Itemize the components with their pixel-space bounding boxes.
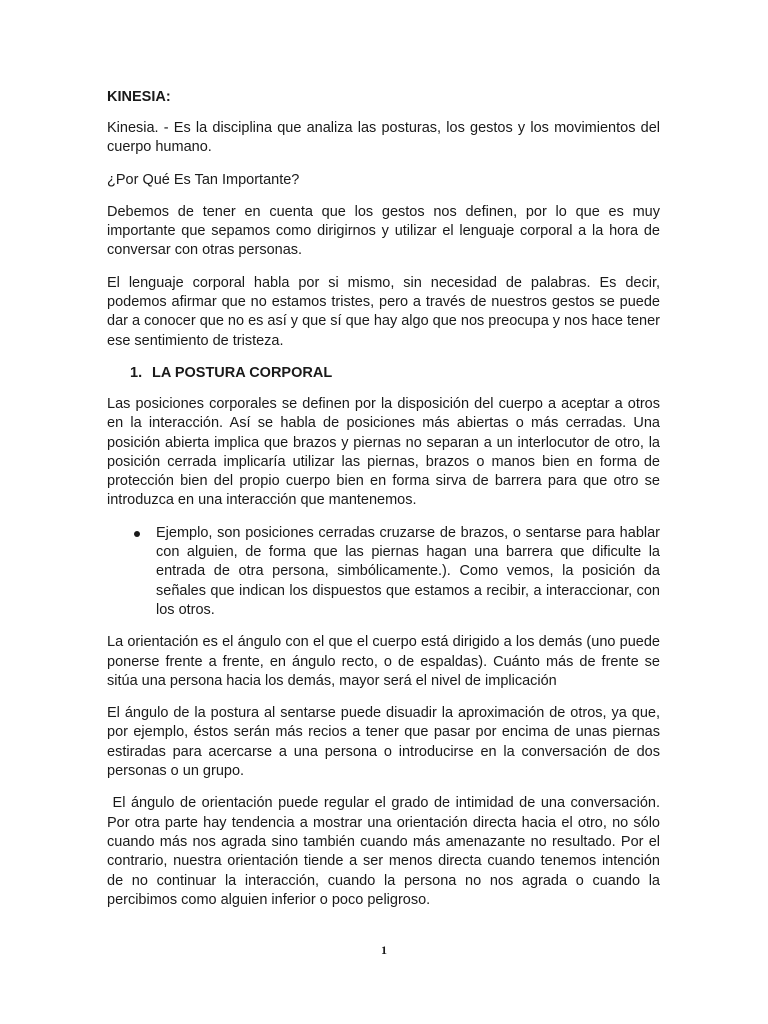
section-title	[107, 364, 660, 383]
document-heading: KINESIA:	[107, 89, 171, 105]
paragraph-importance: Debemos de tener en cuenta que los gestos nos definen, por lo que es muy importante que sepamos como dirigirnos y utilizar el lenguaje corporal a la hora de conversar con otras personas.	[107, 203, 660, 259]
bullet-list	[107, 524, 660, 620]
paragraph-definition: Kinesia. - Es la disciplina que analiza las posturas, los gestos y los movimientos del cuerpo humano.	[107, 120, 660, 156]
page-number: 1	[381, 943, 387, 957]
bullet-icon	[134, 531, 140, 537]
paragraph-intimacy: El ángulo de orientación puede regular el grado de intimidad de una conversación. Por otra parte hay tendencia a mostrar una orientación directa hacia el otro, no sólo cuando más nos agrada sino también cuando más amenazante no resultado. Por el contrario, nuestra orientación tiende a ser menos directa cuando tenemos intención de no continuar la interacción, cuando la persona no nos agrada o cuando la percibimos como alguien inferior o poco peligroso.	[107, 795, 665, 908]
list-item	[107, 524, 660, 620]
paragraph-posture-angle: El ángulo de la postura al sentarse puede disuadir la aproximación de otros, ya que, por ejemplo, éstos serán más recios a tener que pasar por encima de unas piernas estiradas para acercarse a una persona o introducirse en la conversación de dos personas o un grupo.	[107, 705, 660, 780]
paragraph-body-language: El lenguaje corporal habla por si mismo, sin necesidad de palabras. Es decir, podemos afirmar que no estamos tristes, pero a través de nuestros gestos se puede dar a conocer que no es así y que sí que hay algo que nos preocupa y nos hace tener ese sentimiento de tristeza.	[107, 274, 660, 349]
list-item-text: Ejemplo, son posiciones cerradas cruzarse de brazos, o sentarse para hablar con alguien, de forma que las piernas hagan una barrera que dificulte la entrada de otra persona, simbólicamente.). Como vemos, la posición da señales que indican los dispuestos que estamos a recibir, a interaccionar, con los otros.	[156, 524, 660, 618]
paragraph-question: ¿Por Qué Es Tan Importante?	[107, 171, 300, 188]
paragraph-positions: Las posiciones corporales se definen por la disposición del cuerpo a aceptar a otros en la interacción. Así se habla de posiciones más abiertas o más cerradas. Una posición abierta implica que brazos y piernas no separan a un interlocutor de otro, la posición cerrada implicaría utilizar las piernas, brazos o manos bien en forma de protección bien del propio cuerpo bien en forma sirva de barrera para que otro se introduzca en una interacción que mantenemos.	[107, 395, 660, 509]
document-page	[107, 88, 665, 923]
paragraph-orientation: La orientación es el ángulo con el que el cuerpo está dirigido a los demás (uno puede ponerse frente a frente, en ángulo recto, o de espaldas). Cuánto más de frente se sitúa una persona hacia los demás, mayor será el nivel de implicación	[107, 634, 660, 689]
section-number: 1.	[130, 364, 143, 381]
section-title-text: LA POSTURA CORPORAL	[152, 364, 333, 381]
